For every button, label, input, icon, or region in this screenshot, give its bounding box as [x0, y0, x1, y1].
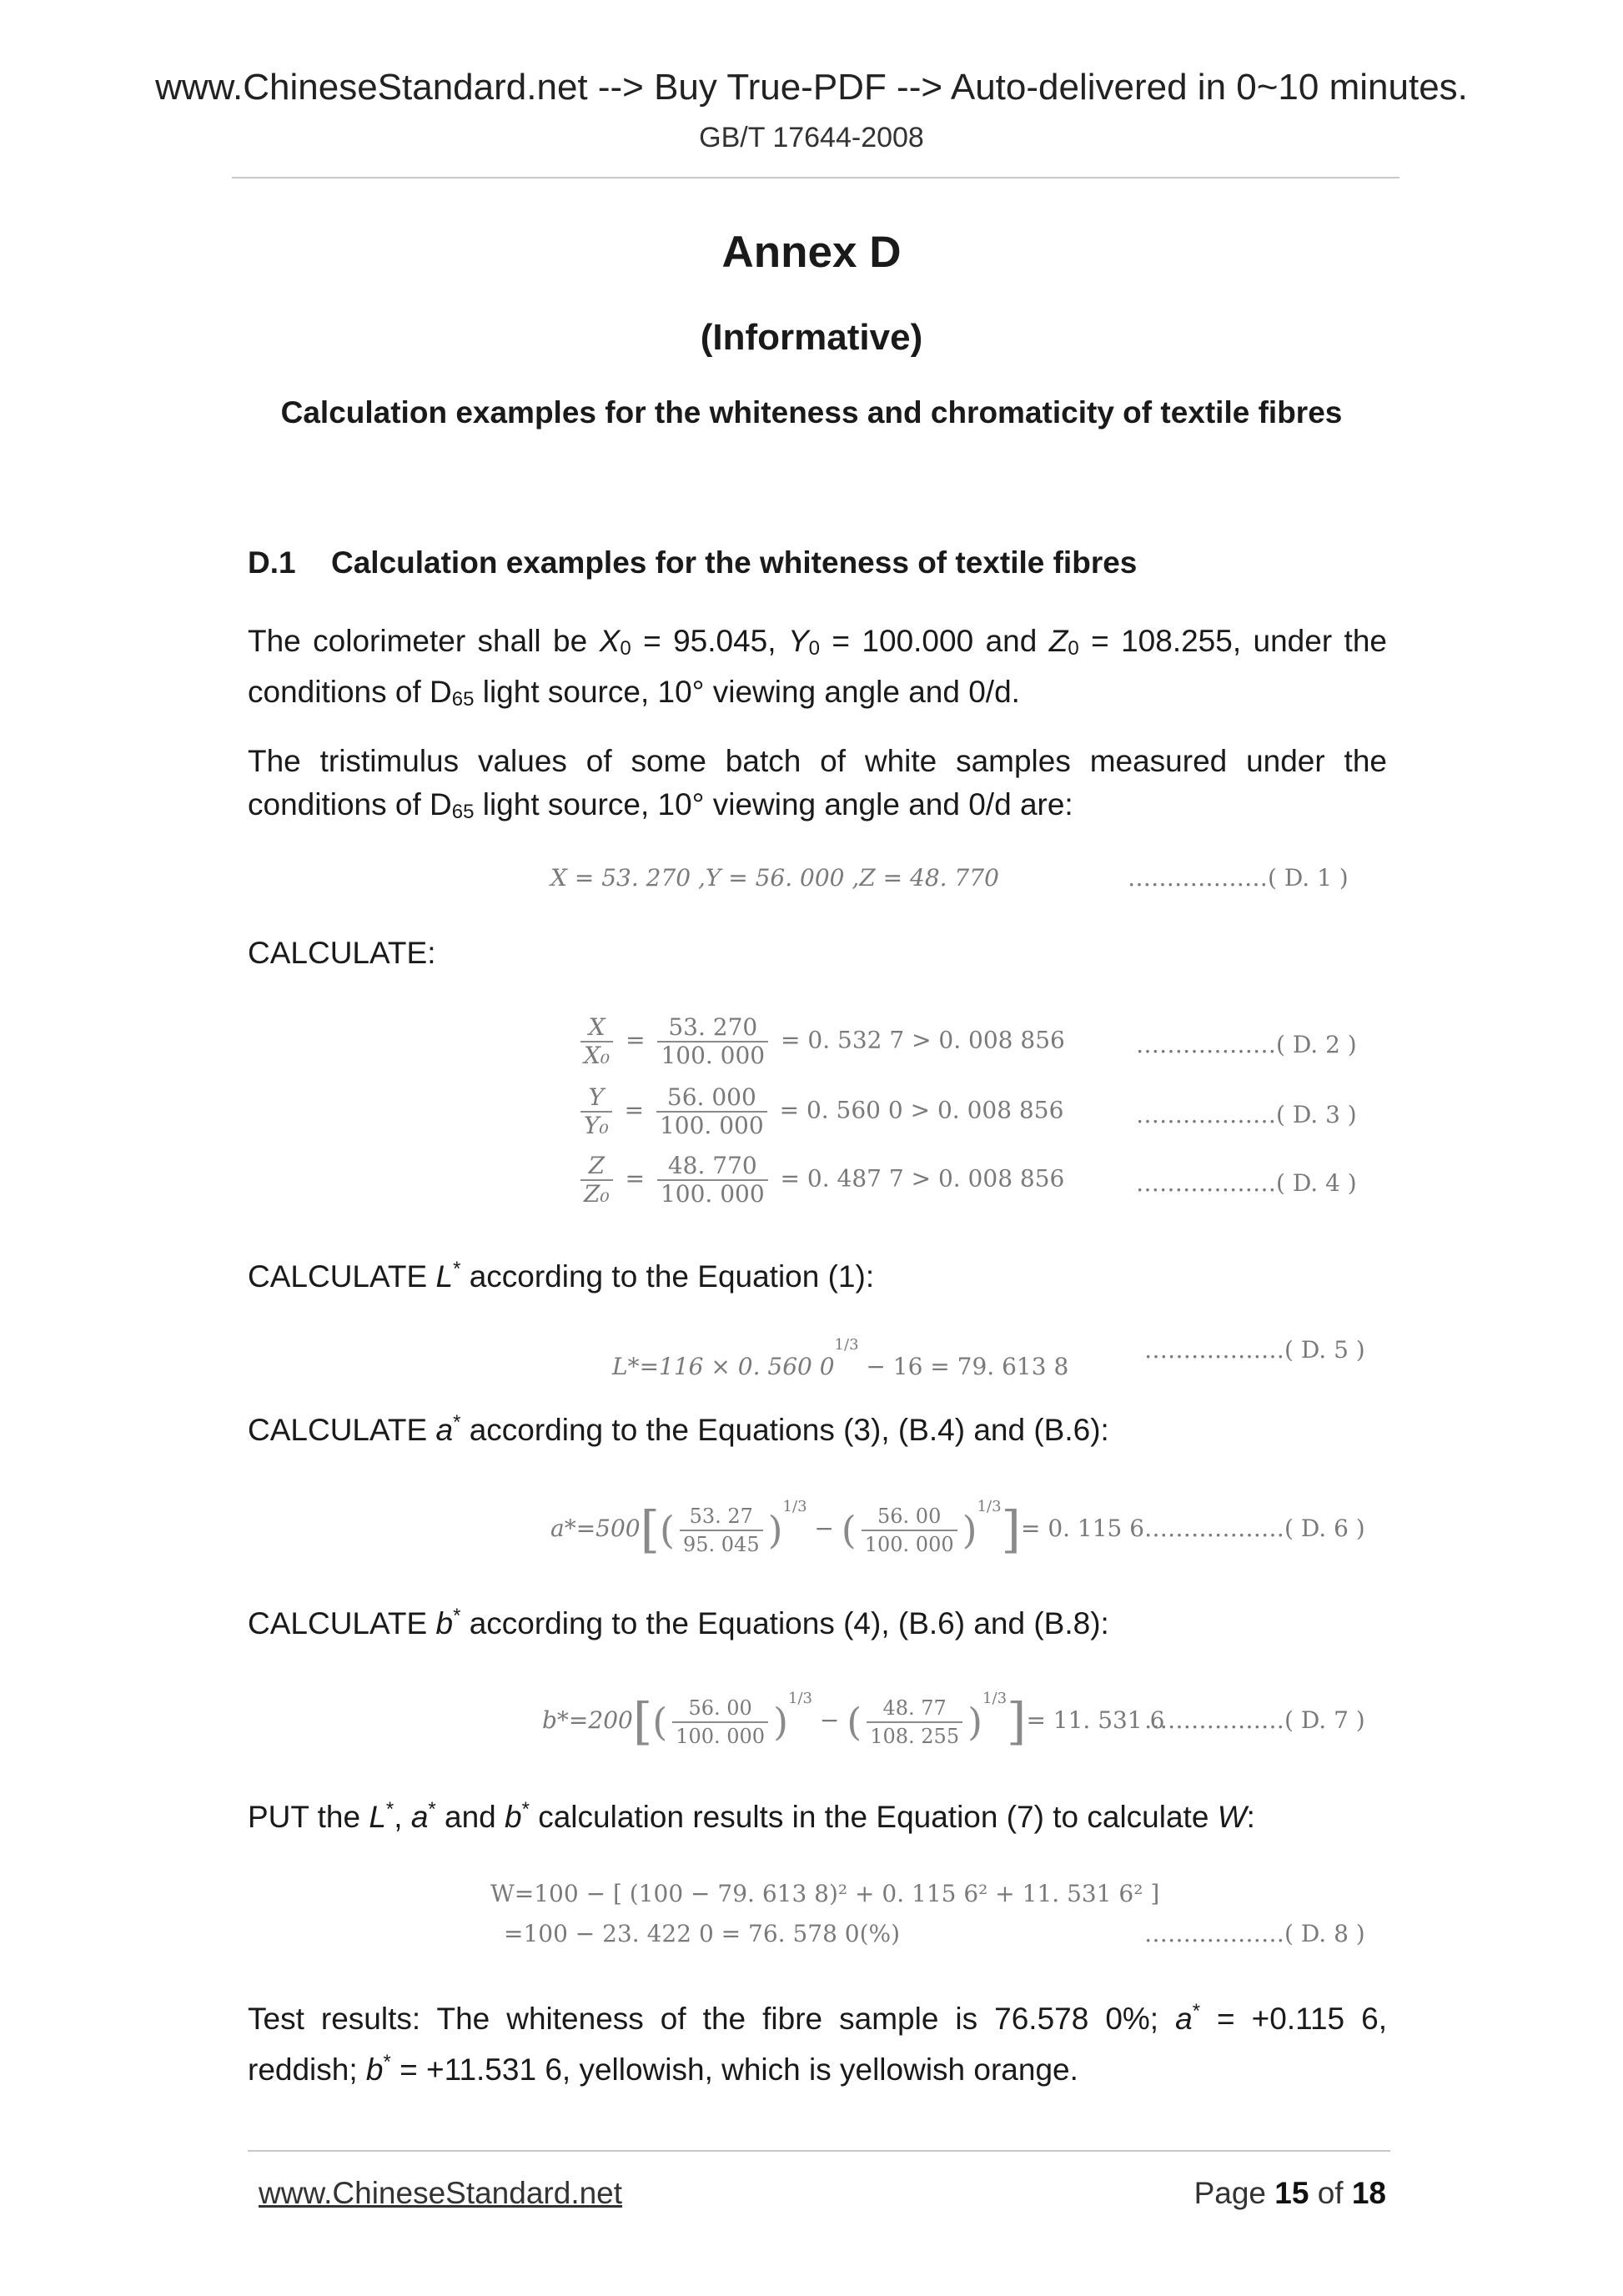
equation-d8-line1: W=100 − [ (100 − 79. 613 8)² + 0. 115 6² + 11. 531 6² ]: [490, 1880, 1160, 1907]
section-number: D.1: [248, 545, 296, 580]
section-title: Calculation examples for the whiteness of textile fibres: [331, 545, 1138, 580]
page-indicator: Page 15 of 18: [1193, 2176, 1386, 2210]
document-code: GB/T 17644-2008: [699, 122, 924, 153]
put-results-label: PUT the L*, a* and b* calculation results in the Equation (7) to calculate W:: [248, 1798, 1255, 1834]
footer-website-link[interactable]: www.ChineseStandard.net: [259, 2176, 623, 2210]
calculate-b-label: CALCULATE b* according to the Equations (4), (B.6) and (B.8):: [248, 1605, 1109, 1640]
annex-type: (Informative): [700, 317, 923, 358]
equation-d3-number: ………………( D. 3 ): [1136, 1101, 1357, 1128]
calculate-label: CALCULATE:: [248, 936, 436, 970]
annex-title: Annex D: [721, 228, 902, 277]
equation-d7-number: ………………( D. 7 ): [1144, 1706, 1365, 1734]
equation-d5: L*=116 × 0. 560 $0^{1/3} - 16 = 79$. 613 8: [612, 1336, 1069, 1380]
equation-d6-number: ………………( D. 6 ): [1144, 1515, 1365, 1542]
calculate-l-label: CALCULATE L* according to the Equation (1):: [248, 1258, 875, 1294]
calculate-a-label: CALCULATE a* according to the Equations (3), (B.4) and (B.6):: [248, 1411, 1109, 1447]
equation-d7: b*=200[( $\frac{56. 00}{100. 000}$ )$^{1/3}$ − ( $\frac{48. 77}{108. 255}$ )$^{1/3}$]= 11. 531 6: [542, 1690, 1165, 1751]
equation-d8-line2: =100 − 23. 422 0 = 76. 578 0(%): [504, 1920, 901, 1947]
equation-d4-number: ………………( D. 4 ): [1136, 1169, 1357, 1197]
equation-d4: $\frac{Z}{\text{Z₀}}$ = $\frac{48. 770}{100. 000}$ = 0. 487 7 > 0. 008 856: [575, 1153, 1064, 1208]
paragraph-colorimeter: The colorimeter shall be $X_0 = 95.045$, $Y_0 = 100.000$ and $Z_0 = 108.255$, under the conditions of $D_{65}$ light source, 10° viewing angle and 0/d.: [248, 624, 1387, 711]
section-heading: [248, 545, 1137, 580]
annex-description: Calculation examples for the whiteness and chromaticity of textile fibres: [280, 395, 1343, 430]
equation-d1-number: ………………( D. 1 ): [1128, 864, 1349, 892]
header-banner[interactable]: www.ChineseStandard.net --> Buy True-PDF --> Auto-delivered in 0~10 minutes.: [155, 67, 1468, 108]
equation-d1: X = 53. 270 ,Y = 56. 000 ,Z = 48. 770: [550, 864, 999, 892]
equation-d2-number: ………………( D. 2 ): [1136, 1031, 1357, 1058]
paragraph-tristimulus: The tristimulus values of some batch of white samples measured under the conditions of $D_{65}$ light source, 10° viewing angle and 0/d are:: [248, 744, 1387, 823]
equation-d2: $\frac{X}{\text{X₀}}$ = $\frac{53. 270}{100. 000}$ = 0. 532 7 > 0. 008 856: [575, 1014, 1065, 1069]
equation-d8-number: ………………( D. 8 ): [1144, 1920, 1365, 1947]
equation-d5-number: ………………( D. 5 ): [1144, 1336, 1365, 1364]
paragraph-test-results: Test results: The whiteness of the fibre sample is 76.578 0%; a* = +0.115 6, reddish; b* = +11.531 6, yellowish, which is yellowish orange.: [248, 2000, 1387, 2087]
header-divider: [232, 177, 1399, 178]
footer-divider: [248, 2150, 1390, 2152]
equation-d6: a*=500[( $\frac{53. 27}{95. 045}$ )$^{1/3}$ − ( $\frac{56. 00}{100. 000}$ )$^{1/3}$]= 0. 115 6: [550, 1498, 1145, 1560]
equation-d3: $\frac{Y}{\text{Y₀}}$ = $\frac{56. 000}{100. 000}$ = 0. 560 0 > 0. 008 856: [575, 1084, 1063, 1139]
